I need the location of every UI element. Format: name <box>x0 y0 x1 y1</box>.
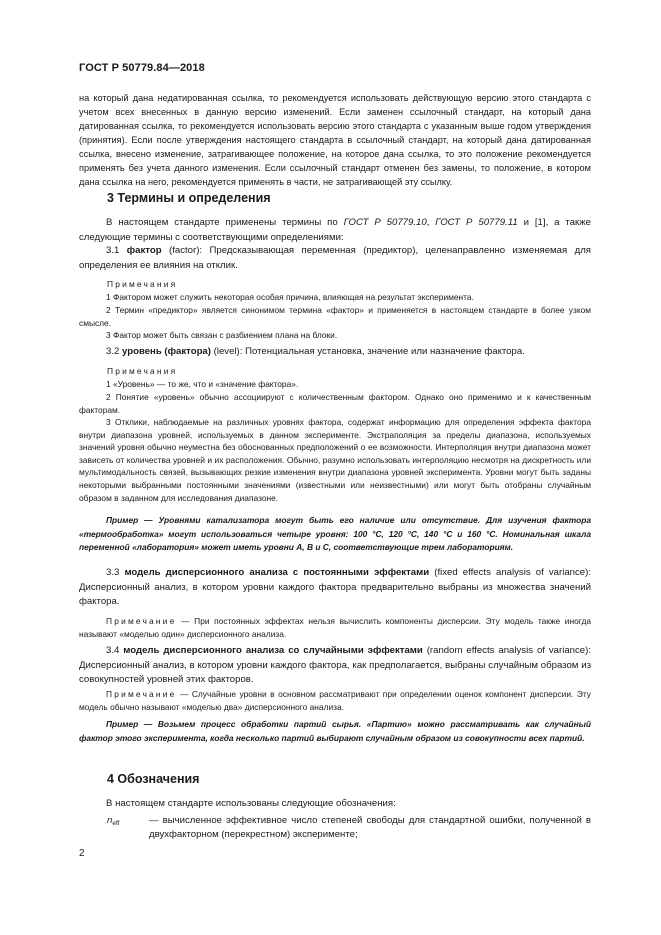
section-4-title: 4 Обозначения <box>107 772 200 786</box>
term-3-2-name: уровень (фактора) <box>122 346 211 357</box>
term-3-4-name: модель дисперсионного анализа со случайными эффектами <box>123 645 423 656</box>
note-3-1-3: 3 Фактор может быть связан с разбиением плана на блоки. <box>106 330 338 340</box>
term-3-1 <box>79 244 591 273</box>
lead-reference-2: ГОСТ Р 50779.11 <box>435 217 518 228</box>
section-3-title: 3 Термины и определения <box>107 191 271 205</box>
note-3-3-text: — При постоянных эффектах нельзя вычислить компоненты дисперсии. Эту модель также иногда называют «моделью один» дисперсионного анализа. <box>79 616 591 639</box>
term-3-4 <box>79 644 591 688</box>
symbol-n-eff-definition: — вычисленное эффективное число степеней свободы для стандартной ошибки, полученной в двухфакторном (перекрестном) эксперименте; <box>149 815 591 840</box>
note-3-4-text: — Случайные уровни в основном рассматривают при определении оценок компонент дисперсии. Эту модель обычно называют «моделью два» дисперсионного анализа. <box>79 689 591 712</box>
note-3-2-3: 3 Отклики, наблюдаемые на различных уровнях фактора, содержат информацию для определения эффекта фактора внутри диапазона уровней, используемых в данном эксперименте. Экстраполяция за пределы диапазона, используемых значений уровня обычно неуместна без обоснованных предположений о ее возможности. Интерполяция внутри диапазона может зависеть от количества уровней и их расположения. Обычно, разумно использовать интерполяцию несмотря на дискретность или мультимодальность связей, вызывающих резкие изменения внутри диапазона уровней эксперимента. Уровни могут быть заданы некоторыми выбранными постоянными значениями (известными или неизвестными) или могут быть отобраны случайным образом в заданном для исследования диапазоне. <box>79 417 591 503</box>
note-3-4 <box>79 688 591 713</box>
lead-separator: , <box>426 217 436 228</box>
section-4-lead: В настоящем стандарте использованы следующие обозначения: <box>106 798 396 809</box>
document-header: ГОСТ Р 50779.84—2018 <box>79 62 205 74</box>
page-number: 2 <box>79 848 85 859</box>
term-3-3-definition: (fixed effects analysis of variance): Дисперсионный анализ, в котором уровни каждого фактора предварительно выбраны из множества значений фактора. <box>79 567 591 607</box>
intro-paragraph: на который дана недатированная ссылка, то рекомендуется использовать действующую версию этого стандарта с учетом всех внесенных в данную версию изменений. Если заменен ссылочный стандарт, на который дана датированная ссылка, то рекомендуется использовать версию этого стандарта с указанным выше годом утверждения (принятия). Если после утверждения настоящего стандарта в ссылочный стандарт, на который дана датированная ссылка, внесено изменение, затрагивающее положение, на которое дана ссылка, то это положение рекомендуется применять без учета данного изменения. Если ссылочный стандарт отменен без замены, то положение, в котором дана ссылка на него, рекомендуется применять в части, не затрагивающей эту ссылку. <box>79 93 591 187</box>
term-3-4-definition: (random effects analysis of variance): Дисперсионный анализ, в котором уровни каждого фактора, как предполагается, выбраны случайным образом из совокупностей уровней этих факторов. <box>79 645 592 685</box>
note-3-1-1: 1 Фактором может служить некоторая особая причина, влияющая на результат эксперимента. <box>106 292 474 302</box>
note-3-1-2: 2 Термин «предиктор» является синонимом термина «фактор» и применяется в настоящем стандарте в более узком смысле. <box>79 305 591 328</box>
lead-text-before: В настоящем стандарте применены термины по <box>106 217 344 228</box>
note-3-3 <box>79 615 591 640</box>
term-3-1-name: фактор <box>126 245 162 256</box>
symbol-subscript: eff <box>112 820 120 827</box>
term-3-2-definition: (level): Потенциальная установка, значение или назначение фактора. <box>210 346 525 357</box>
symbol-main: n <box>107 815 113 826</box>
lead-reference-1: ГОСТ Р 50779.10 <box>343 217 427 228</box>
term-3-2 <box>79 345 591 360</box>
note-3-4-label: Примечание <box>106 689 177 699</box>
term-3-4-number: 3.4 <box>106 645 120 656</box>
notes-heading-3-2: Примечания <box>107 366 178 376</box>
note-3-2-1: 1 «Уровень» — то же, что и «значение фактора». <box>106 379 299 389</box>
term-3-1-number: 3.1 <box>106 245 120 256</box>
example-1: Пример — Уровнями катализатора могут быть его наличие или отсутствие. Для изучения фактора «термообработка» могут использоваться четыре уровня: 100 °C, 120 °C, 140 °C и 160 °C. Номинальная шкала переменной «лаборатория» может иметь уровни А, В и С, соответствующие трем лабораториям. <box>79 515 591 553</box>
note-3-2-2: 2 Понятие «уровень» обычно ассоциируют с количественным фактором. Однако оно применимо и к качественным факторам. <box>79 392 591 415</box>
example-2: Пример — Возьмем процесс обработки партий сырья. «Партию» можно рассматривать как случайный фактор этого эксперимента, когда несколько партий выбирают случайным образом из совокупности всех партий. <box>79 719 591 743</box>
note-3-3-label: Примечание <box>106 616 177 626</box>
section-3-lead <box>79 216 591 245</box>
term-3-3-number: 3.3 <box>106 567 120 578</box>
lead-text-after: и [1], а также следующие термины с соответствующими определениями: <box>79 217 591 243</box>
notes-heading-3-1: Примечания <box>107 279 178 289</box>
term-3-3-name: модель дисперсионного анализа с постоянными эффектами <box>124 567 430 578</box>
term-3-3 <box>79 566 591 610</box>
term-3-1-definition: (factor): Предсказывающая переменная (предиктор), целенаправленно изменяемая для определения ее влияния на отклик. <box>79 245 591 271</box>
symbol-n-eff <box>107 815 119 827</box>
term-3-2-number: 3.2 <box>106 346 120 357</box>
